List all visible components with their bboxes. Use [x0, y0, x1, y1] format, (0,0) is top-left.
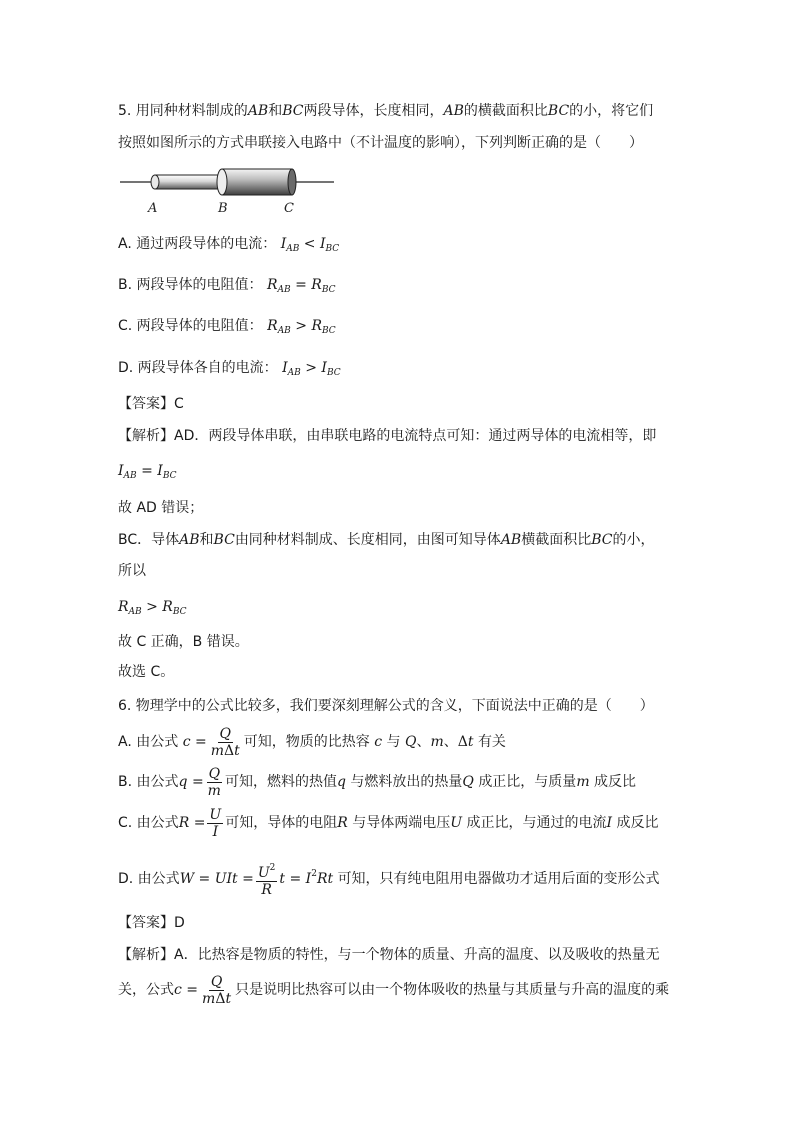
- q5-analysis-formula2: [118, 597, 187, 622]
- q5-option-a: A. 通过两段导体的电流： $I_{AB} < I_{BC}$: [118, 236, 340, 254]
- label-c: C: [284, 201, 294, 216]
- q5-stem-line1: 5. 用同种材料制成的AB和BC两段导体，长度相同，AB的横截面积比BC的小，将它们: [118, 103, 654, 119]
- fraction: $\frac{Q}{\text{mΔt}}$: [202, 973, 232, 1007]
- q6-option-b: B. 由公式q = $\frac{Q}{m}$ 可知，燃料的热值q 与燃料放出的热量Q 成正比，与质量m 成反比: [118, 765, 637, 799]
- q5-option-b: B. 两段导体的电阻值： $R_{AB} = R_{BC}$: [118, 277, 336, 295]
- fraction: $\frac{Q}{\text{mΔt}}$: [210, 725, 240, 759]
- formula: $R_{AB} > R_{BC}$: [267, 318, 336, 336]
- formula: $I_{AB} > I_{BC}$: [282, 360, 341, 378]
- q5-answer: 【答案】C: [118, 396, 184, 412]
- label-a: A: [148, 201, 158, 216]
- formula: $R_{AB} > R_{BC}$: [118, 599, 187, 617]
- q6-stem: 6. 物理学中的公式比较多，我们要深刻理解公式的含义，下面说法中正确的是（ ）: [118, 698, 654, 714]
- fraction: $\frac{U^2}{R}$: [256, 860, 278, 898]
- q5-option-d: D. 两段导体各自的电流： $I_{AB} > I_{BC}$: [118, 360, 341, 378]
- q6-answer: 【答案】D: [118, 915, 185, 931]
- q5-option-c: C. 两段导体的电阻值： $R_{AB} > R_{BC}$: [118, 318, 336, 336]
- q5-analysis-line1: 【解析】AD．两段导体串联，由串联电路的电流特点可知：通过两导体的电流相等，即: [118, 428, 657, 444]
- q6-analysis-line1: 【解析】A．比热容是物质的特性，与一个物体的质量、升高的温度、以及吸收的热量无: [118, 947, 660, 963]
- conductor-ab: [155, 175, 223, 189]
- conductor-bc: [222, 169, 292, 195]
- formula: $I_{AB} = I_{BC}$: [118, 463, 177, 481]
- q5-analysis-line4: BC．导体AB和BC由同种材料制成、长度相同，由图可知导体AB横截面积比BC的小，: [118, 532, 655, 548]
- q5-stem-line2: 按照如图所示的方式串联接入电路中（不计温度的影响），下列判断正确的是（ ）: [118, 135, 643, 151]
- q5-analysis-line7: 故 C 正确，B 错误。: [118, 634, 249, 650]
- q6-option-a: A. 由公式 c = $\frac{Q}{\text{mΔt}}$ 可知，物质的比热容 c 与 Q、m、Δt 有关: [118, 725, 506, 759]
- formula: $I_{AB} < I_{BC}$: [280, 236, 340, 254]
- label-b: B: [218, 201, 228, 216]
- q6-option-c: C. 由公式R = $\frac{U}{I}$ 可知，导体的电阻R 与导体两端电压U 成正比，与通过的电流I 成反比: [118, 806, 659, 840]
- formula: $R_{AB} = R_{BC}$: [266, 277, 336, 295]
- q5-analysis-line3: 故 AD 错误；: [118, 500, 204, 516]
- q6-option-d: D. 由公式W = UIt = $\frac{U^2}{R}$ $t = I^2Rt$ 可知，只有纯电阻用电器做功才适用后面的变形公式: [118, 853, 660, 900]
- conductor-diagram: [118, 166, 348, 218]
- fraction: $\frac{U}{I}$: [209, 806, 222, 840]
- fraction: $\frac{Q}{m}$: [207, 765, 221, 799]
- q6-analysis-line2: 关，公式c = $\frac{Q}{\text{mΔt}}$ 只是说明比热容可以由一个物体吸收的热量与其质量与升高的温度的乘: [118, 973, 670, 1007]
- q5-analysis-line8: 故选 C。: [118, 664, 175, 680]
- q5-analysis-line5: 所以: [118, 563, 146, 579]
- q5-analysis-formula1: [118, 461, 177, 486]
